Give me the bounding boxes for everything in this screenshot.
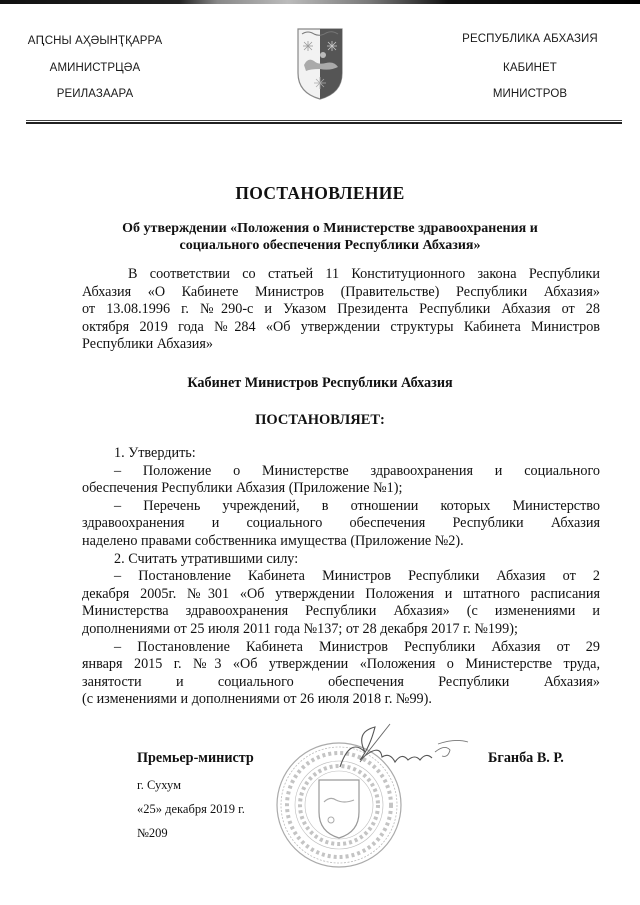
preamble [82,266,600,354]
document-subtitle [100,220,560,254]
body-line: наделено правами собственника имущества (Приложение №2). [82,532,464,549]
letterhead-right-line-2: КАБИНЕТ [503,62,557,74]
body-line: – Постановление Кабинета Министров Республики Абхазия от 29 [114,638,600,655]
letterhead-left-line-2: АМИНИСТРЦӘА [49,62,141,74]
abkhazia-coat-of-arms-icon [296,27,344,101]
issuer-heading: Кабинет Министров Республики Абхазия [187,375,453,391]
preamble-line: В соответствии со статьей 11 Конституционного закона Республики [128,266,600,282]
letterhead-right-line-3: МИНИСТРОВ [492,88,568,100]
letterhead-left-line-1: АԤСНЫ АҲӘЫНҬҚАРРА [27,35,163,47]
body-line: занятости и социального обеспечения Республики Абхазия» [82,673,600,690]
body-line: – Постановление Кабинета Министров Республики Абхазия от 2 [114,568,600,585]
signatory-name: Бганба В. Р. [488,750,564,766]
scan-edge-bar [0,0,640,4]
header-divider-thin [26,120,622,121]
handwritten-signature-icon [320,722,470,777]
body-line: (с изменениями и дополнениями от 26 июля 2018 г. №99). [82,691,432,708]
body-line: – Перечень учреждений, в отношении которых Министерство [114,497,600,514]
body-line: января 2015 г. №3 «Об утверждении «Положения о Министерстве труда, [82,656,600,673]
body-line: Министерства здравоохранения Республики Абхазия» (с изменениями и [82,603,600,620]
issue-date: «25» декабря 2019 г. [137,802,245,816]
body-line: обеспечения Республики Абхазия (Приложение №1); [82,480,403,497]
document-number: №209 [137,826,168,840]
preamble-line: от 13.08.1996 г. №290-с и Указом Президента Республики Абхазия от 28 [82,301,600,318]
place-of-issue: г. Сухум [137,778,182,792]
letterhead-left-line-3: РЕИЛАЗААРА [56,88,134,100]
preamble-line: октября 2019 года №284 «Об утверждении структуры Кабинета Министров [82,318,600,335]
resolves-heading: ПОСТАНОВЛЯЕТ: [255,412,385,428]
body-line: декабря 2005г. №301 «Об утверждении Положения и штатного расписания [82,585,600,602]
body-line: дополнениями от 25 июля 2011 года №137; от 28 декабря 2017 г. №199); [82,620,518,637]
document-title: ПОСТАНОВЛЕНИЕ [235,183,405,203]
body-line: здравоохранения и социального обеспечения Республики Абхазия [82,515,600,532]
body-line: 1. Утвердить: [114,445,196,461]
letterhead-right-line-1: РЕСПУБЛИКА АБХАЗИЯ [462,33,598,45]
resolution-body [82,445,600,709]
signatory-position: Премьер-министр [137,750,254,766]
preamble-line: Республики Абхазия» [82,336,213,353]
subtitle-line-2: социального обеспечения Республики Абхазия» [179,238,481,253]
header-divider-thick [26,122,622,124]
preamble-line: Абхазия «О Кабинете Министров (Правительстве) Республики Абхазия» [82,283,600,300]
subtitle-line-1: Об утверждении «Положения о Министерстве здравоохранения и [122,221,538,236]
body-line: 2. Считать утратившими силу: [114,550,299,567]
body-line: – Положение о Министерстве здравоохранения и социального [114,462,600,479]
